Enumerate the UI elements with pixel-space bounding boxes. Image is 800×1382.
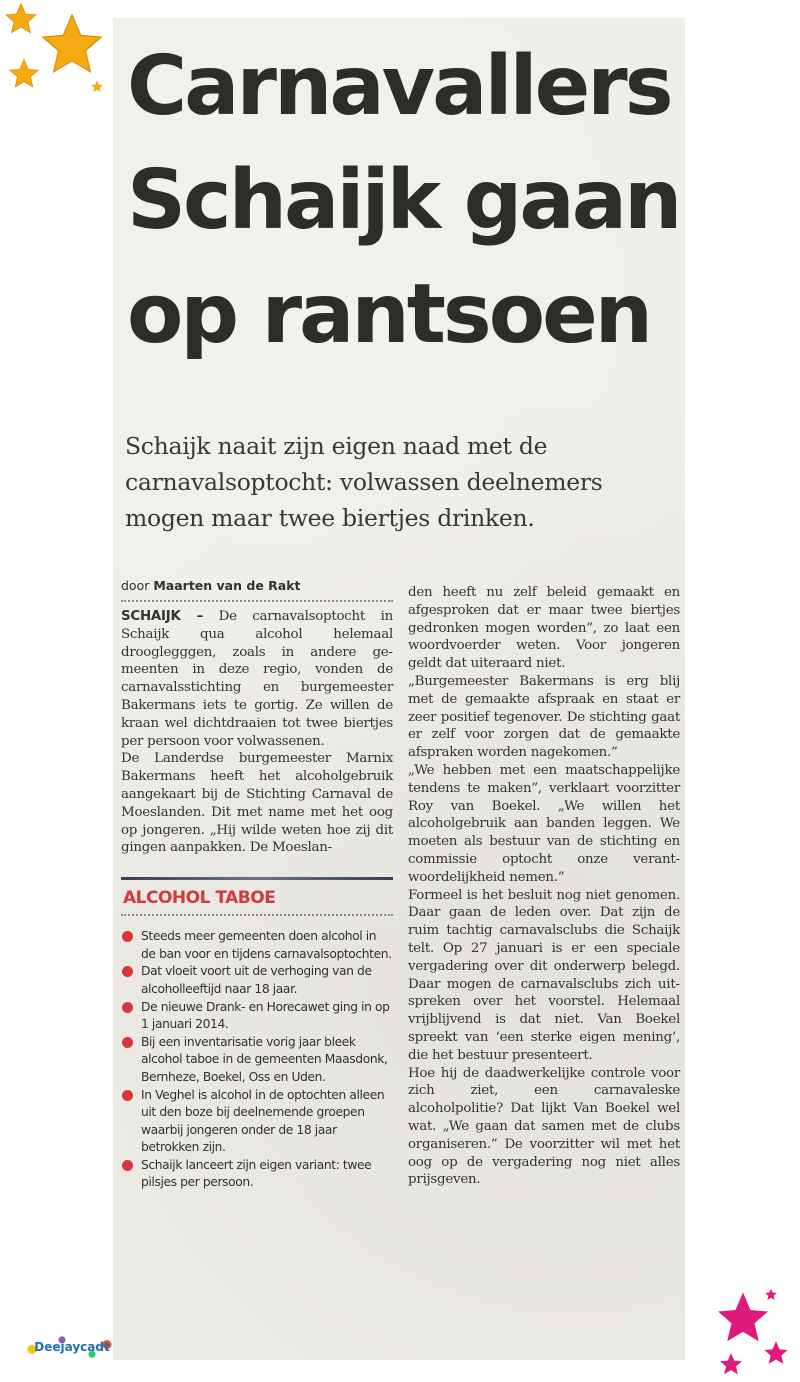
list-item [121,963,393,998]
list-item [121,1034,393,1087]
paragraph: den heeft nu zelf beleid gemaakt en afgesproken dat er maar twee biertjes gedronken mogen worden”, zo laat een woordvoerder weten. Voor jongeren geldt dat uiteraard niet. [408,585,680,672]
star-icon [90,80,104,94]
byline [121,578,393,602]
intro-line: Schaijk naait zijn eigen naad met de [125,432,548,460]
bullet-text: In Veghel is alcohol in de optochten alleen uit den boze bij deelnemende groepen waarbij jongeren onder de 18 jaar betrokken zijn. [141,1087,385,1155]
bullet-dot-icon [122,1002,133,1013]
intro-lead [125,428,675,536]
bullet-text: Steeds meer gemeenten doen alcohol in de ban voor en tijdens carnavalsoptochten. [141,929,392,961]
list-item [121,1157,393,1192]
star-icon [36,12,108,82]
paragraph: Formeel is het besluit nog niet genomen. Daar gaan de leden over. Dat zijn de ruim tachtig carnavalsclubs die Schaijk telt. Op 27 januari is er een speciale vergadering over dit onderwerp belegd. Daar mogen de carnavalsclubs zich uitspreken over het voorstel. Helemaal vrijblijvend is dat niet. Van Boekel spreekt van ‘een sterke eigen mening’, die het bestuur presenteert. [408,887,680,1063]
box-title: ALCOHOL TABOE [121,886,393,916]
newspaper-clipping [113,18,685,1360]
star-icon [718,1352,744,1378]
paragraph: Hoe hij de daadwerkelijke controle voor zich ziet, een carnavaleske alcoholpolitie? Dat lijkt Van Boekel wel wat. „We gaan dat samen met de clubs organiseren.” De voorzitter wil met het oog op de vergadering nog niet alles prijsgeven. [408,1065,680,1188]
article-body-left [121,608,393,857]
paragraph-text: De carnavalsoptocht in Schaijk qua alcohol helemaal drooglegggen, zoals in andere gemeenten in deze regio, vonden de carnavalsstichting en burgemeester Bakermans iets te gortig. Ze willen de kraan wel dichtdraaien tot twee biertjes per persoon voor volwassenen. [121,609,393,749]
sidebar-box [121,886,393,1192]
paragraph: De Landerdse burgemeester Marnix Bakermans heeft het alcoholgebruik aangekaart bij de Stichting Carnaval de Moeslanden. Dit met name met het oog op jongeren. „Hij wilde weten hoe zij dit gingen aanpakken. De Moeslan- [121,751,393,856]
list-item [121,999,393,1034]
article-body-right [408,584,680,1189]
byline-prefix: door [121,578,150,593]
bullet-dot-icon [122,931,133,942]
logo-text: Deejaycadt [34,1340,110,1354]
bullet-dot-icon [122,966,133,977]
bullet-text: Schaijk lanceert zijn eigen variant: twee pilsjes per persoon. [141,1157,372,1190]
headline-line: op rantsoen [127,267,651,362]
star-icon [6,58,42,92]
bullet-text: De nieuwe Drank- en Horecawet ging in op 1 januari 2014. [141,999,390,1032]
bullet-list [121,928,393,1192]
site-logo [22,1335,122,1359]
section-divider [121,877,393,880]
paragraph: „We hebben met een maatschappelijke tendens te maken”, verklaart voorzitter Roy van Boekel. „We willen het alcoholgebruik aan banden leggen. We moeten als bestuur van de stichting en commissie optocht onze verantwoordelijkheid nemen.” [408,762,680,885]
right-column [408,584,680,1189]
dateline: SCHAIJK – [121,609,204,624]
bullet-dot-icon [122,1037,133,1048]
paragraph: „Burgemeester Bakermans is erg blij met de gemaakte afspraak en staat er zeer positief tegenover. De stichting gaat er zelf voor zorgen dat de gemaakte afspraken worden nagekomen.” [408,673,680,761]
headline-line: Schaijk gaan [127,153,680,248]
list-item [121,928,393,963]
intro-line: mogen maar twee biertjes drinken. [125,504,535,532]
list-item [121,1087,393,1157]
star-icon [2,2,40,38]
star-icon [764,1288,778,1302]
bullet-dot-icon [122,1160,133,1171]
bullet-dot-icon [122,1090,133,1101]
paragraph [121,608,393,750]
headline [127,30,687,372]
byline-author: Maarten van de Rakt [153,578,301,593]
bullet-text: Bij een inventarisatie vorig jaar bleek alcohol taboe in de gemeenten Maasdonk, Bernheze, Boekel, Oss en Uden. [141,1034,388,1084]
intro-line: carnavalsoptocht: volwassen deelnemers [125,468,603,496]
bullet-text: Dat vloeit voort uit de verhoging van de alcoholleeftijd naar 18 jaar. [141,964,372,996]
star-icon [762,1340,790,1368]
headline-line: Carnavallers [127,39,671,134]
left-column [121,578,393,1192]
